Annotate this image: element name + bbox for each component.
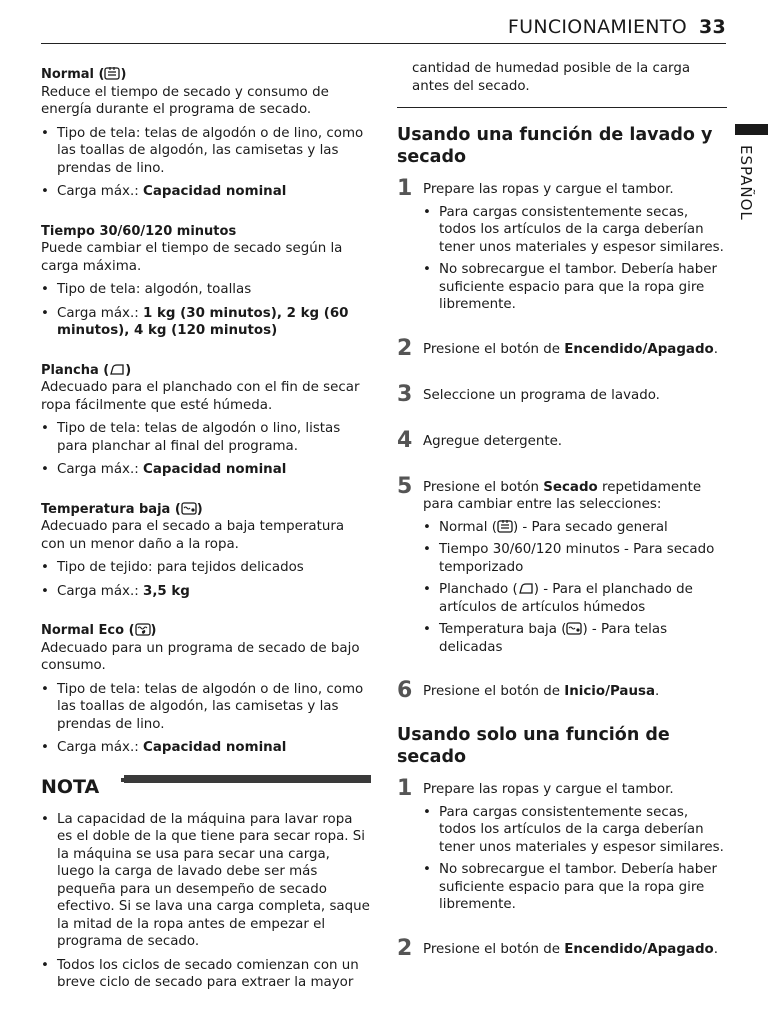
step-2: 2 Presione el botón de Encendido/Apagado. (397, 335, 718, 361)
dry-step-1: 1 Prepare las ropas y cargue el tambor. • Para cargas consistentemente secas, todos los artículos de la carga deberían tener unos materiales y espesor similares. • No sobrecargue el tambor. Debería haber suficiente espacio para que la ropa gire libremente. (397, 778, 727, 914)
iron-icon (109, 362, 125, 376)
list-item: • Tipo de tela: algodón, toallas (41, 281, 371, 299)
list-item: • No sobrecargue el tambor. Debería haber suficiente espacio para que la ropa gire libremente. (423, 861, 727, 914)
program-normal-desc: Reduce el tiempo de secado y consumo de energía durante el programa de secado. (41, 84, 329, 117)
eco-dry-icon (135, 622, 151, 636)
list-item: • Tiempo 30/60/120 minutos - Para secado temporizado (423, 541, 727, 576)
normal-dry-icon (497, 519, 513, 533)
program-temp-baja-desc: Adecuado para el secado a baja temperatura con un menor daño a la ropa. (41, 519, 345, 552)
list-item: • La capacidad de la máquina para lavar ropa es el doble de la que tiene para secar ropa. Si la máquina se usa para secar una carga, luego la carga de lavado debe ser más pequeña para un desempeño de secado efectivo. Si se lava una carga completa, saque la mitad de la ropa antes de empezar el programa de secado. (41, 811, 371, 951)
step-4: 4 Agregue detergente. (397, 427, 563, 453)
step-number: 2 (397, 335, 413, 361)
list-item: • Todos los ciclos de secado comienzan con un breve ciclo de secado para extraer la mayor (41, 957, 371, 992)
step-number: 5 (397, 473, 413, 499)
page-header (41, 10, 726, 44)
side-tab-marker (735, 124, 768, 135)
dry-only-heading: Usando solo una función de secado (397, 725, 670, 767)
language-tab: ESPAÑOL (737, 145, 755, 221)
program-plancha-title: Plancha ( ) (41, 362, 132, 378)
note-list (41, 811, 371, 992)
dry-step-2: 2 Presione el botón de Encendido/Apagado. (397, 935, 718, 961)
program-normal-list (41, 125, 371, 201)
program-tiempo-desc: Puede cambiar el tiempo de secado según la carga máxima. (41, 241, 343, 274)
note-bar (124, 775, 371, 783)
step-number: 2 (397, 935, 413, 961)
list-item: • Para cargas consistentemente secas, todos los artículos de la carga deberían tener unos materiales y espesor similares. (423, 204, 727, 257)
program-plancha-desc: Adecuado para el planchado con el fin de secar ropa fácilmente que esté húmeda. (41, 380, 360, 413)
list-item: • Tipo de tela: telas de algodón o lino, listas para planchar al final del programa. (41, 420, 371, 455)
wash-dry-heading: Usando una función de lavado y secado (397, 125, 713, 167)
program-temp-baja-title: Temperatura baja ( ) (41, 501, 203, 517)
step-1: 1 Prepare las ropas y cargue el tambor. • Para cargas consistentemente secas, todos los artículos de la carga deberían tener unos materiales y espesor similares. • No sobrecargue el tambor. Debería haber suficiente espacio para que la ropa gire libremente. (397, 178, 727, 314)
step-6: 6 Presione el botón de Inicio/Pausa. (397, 678, 660, 703)
list-item: • No sobrecargue el tambor. Debería haber suficiente espacio para que la ropa gire libremente. (423, 261, 727, 314)
program-tiempo-list (41, 281, 371, 340)
list-item: • Carga máx.: 1 kg (30 minutos), 2 kg (60 minutos), 4 kg (120 minutos) (41, 305, 371, 340)
left-column (41, 60, 371, 992)
program-normal-eco-title: Normal Eco ( ) (41, 623, 157, 638)
note-title: NOTA (41, 775, 100, 798)
list-item: • Carga máx.: 3,5 kg (41, 583, 371, 601)
step-number: 4 (397, 427, 413, 453)
program-normal-eco-desc: Adecuado para un programa de secado de bajo consumo. (41, 640, 360, 673)
list-item: • Tipo de tela: telas de algodón o de lino, como las toallas de algodón, las camisetas y las prendas de lino. (41, 681, 371, 734)
list-item: • Normal ( ) - Para secado general (423, 519, 727, 537)
step-number: 1 (397, 176, 413, 201)
list-item: • Planchado ( ) - Para el planchado de artículos de artículos húmedos (423, 581, 727, 616)
page-number: 33 (698, 15, 726, 38)
right-column (397, 60, 727, 960)
low-temperature-icon (181, 501, 197, 515)
list-item: • Tipo de tejido: para tejidos delicados (41, 559, 371, 577)
step-number: 6 (397, 678, 413, 703)
list-item: • Carga máx.: Capacidad nominal (41, 739, 371, 757)
list-item: • Carga máx.: Capacidad nominal (41, 183, 371, 201)
program-normal-eco-list (41, 681, 371, 757)
program-normal-title: Normal ( ) (41, 67, 127, 82)
normal-dry-icon (104, 66, 120, 80)
section-title: FUNCIONAMIENTO (507, 15, 687, 38)
list-item: • Para cargas consistentemente secas, todos los artículos de la carga deberían tener unos materiales y espesor similares. (423, 804, 727, 857)
list-item: • Tipo de tela: telas de algodón o de lino, como las toallas de algodón, las camisetas y las prendas de lino. (41, 125, 371, 178)
step-number: 3 (397, 381, 413, 407)
list-item: • Temperatura baja ( ) - Para telas delicadas (423, 621, 727, 656)
note-continuation: cantidad de humedad posible de la carga antes del secado. (412, 61, 691, 94)
step-3: 3 Seleccione un programa de lavado. (397, 381, 660, 407)
note-header (41, 775, 371, 805)
program-tiempo-title: Tiempo 30/60/120 minutos (41, 223, 237, 239)
program-plancha-list (41, 420, 371, 479)
step-number: 1 (397, 776, 413, 801)
step-5: 5 Presione el botón Secado repetidamente para cambiar entre las selecciones: • Normal ( ) - Para secado general • Tiempo 30/60/120 minutos - Para secado temporizado • Planchado ( ) - Para el planchado de artículos de artículos húmedos • Temperatura baja ( ) - Para telas delicadas (397, 476, 727, 657)
program-temp-baja-list (41, 559, 371, 600)
iron-icon (518, 581, 534, 595)
low-temperature-icon (566, 621, 582, 635)
list-item: • Carga máx.: Capacidad nominal (41, 461, 371, 479)
divider (397, 107, 727, 108)
